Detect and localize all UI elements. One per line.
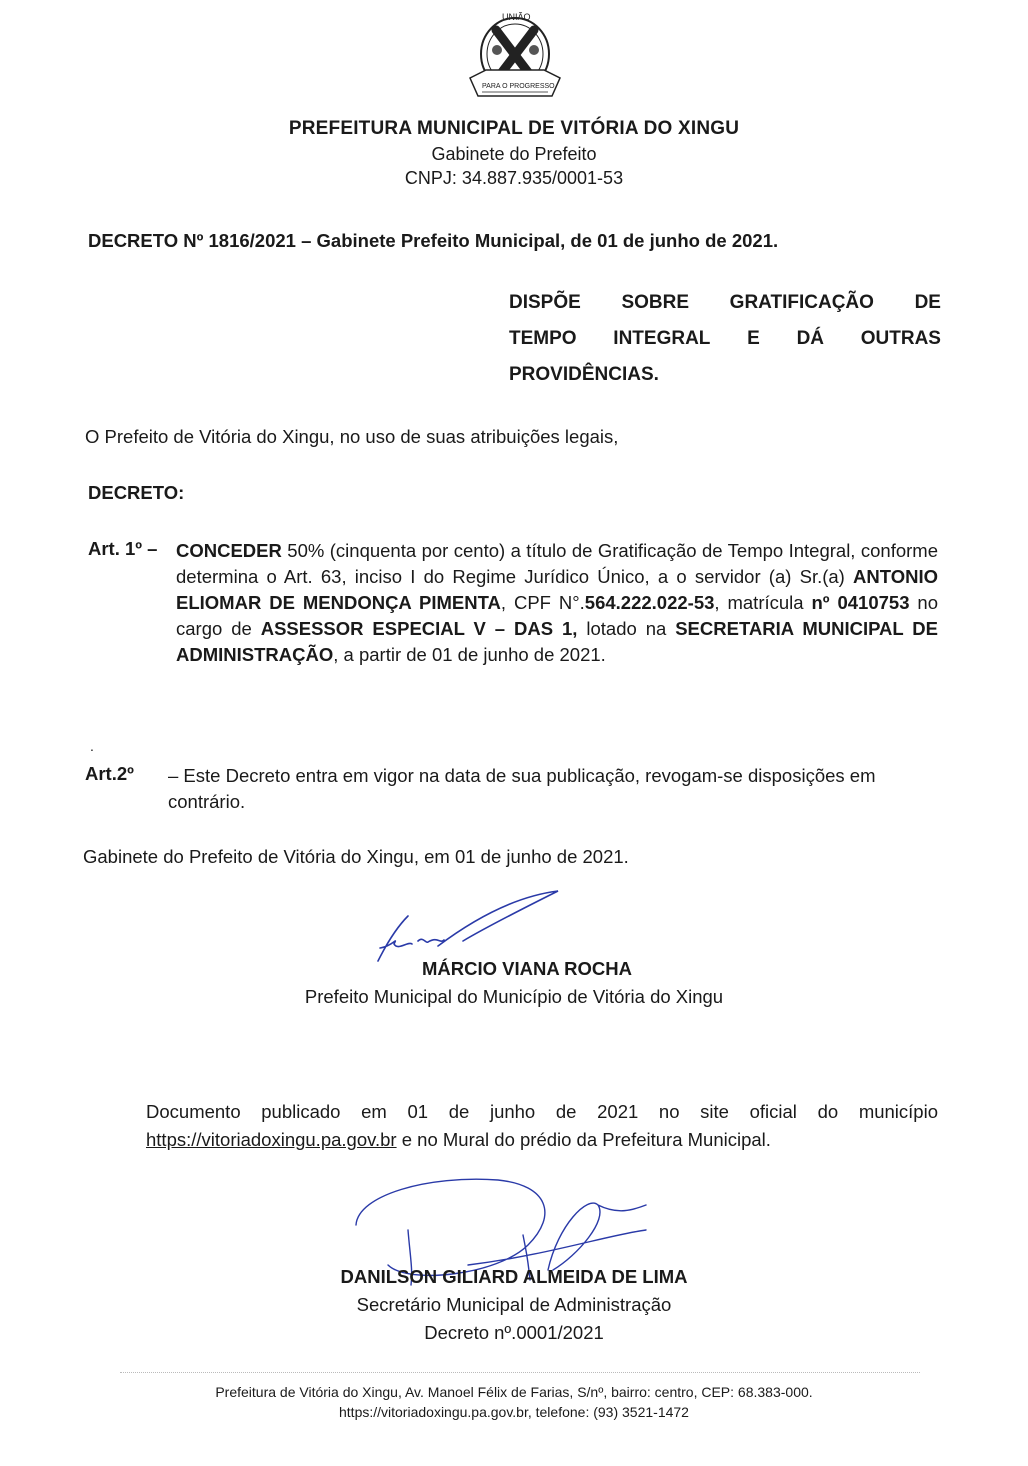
art1-verb: CONCEDER	[176, 540, 282, 561]
ementa-word: PROVIDÊNCIAS.	[509, 364, 659, 385]
secretary-role: Secretário Municipal de Administração	[356, 1294, 672, 1315]
footer-divider	[120, 1372, 920, 1373]
svg-text:PARA O PROGRESSO: PARA O PROGRESSO	[482, 83, 555, 90]
mayor-name: MÁRCIO VIANA ROCHA	[421, 958, 632, 979]
stray-dot: .	[90, 738, 94, 754]
servant-cpf: 564.222.022-53	[584, 592, 715, 613]
mayor-role: Prefeito Municipal do Município de Vitória do Xingu	[304, 986, 724, 1007]
art1-text: , matrícula	[714, 592, 812, 613]
ementa-word: TEMPO	[509, 328, 577, 349]
decreto-label: DECRETO:	[88, 482, 185, 503]
ementa-word: E	[747, 328, 760, 349]
decree-title: DECRETO Nº 1816/2021 – Gabinete Prefeito Municipal, de 01 de junho de 2021.	[88, 230, 779, 251]
ementa-word: DÁ	[796, 328, 825, 349]
servant-name: ANTONIO ELIOMAR DE MENDONÇA PIMENTA	[176, 566, 938, 613]
servant-matricula: nº 0410753	[811, 592, 910, 613]
ementa	[509, 285, 941, 393]
footer-address: Prefeitura de Vitória do Xingu, Av. Manoel Félix de Farias, S/nº, bairro: centro, CEP: 68.383-000.	[215, 1384, 813, 1400]
publication-text: Documento publicado em 01 de junho de 2021 no site oficial do município	[146, 1101, 938, 1122]
article-1-body	[176, 538, 938, 668]
ementa-word: SOBRE	[621, 292, 690, 313]
closing-line: Gabinete do Prefeito de Vitória do Xingu, em 01 de junho de 2021.	[83, 846, 629, 867]
publication-text: e no Mural do prédio da Prefeitura Municipal.	[396, 1129, 771, 1150]
publication-note	[146, 1098, 938, 1154]
ementa-word: DISPÕE	[509, 292, 581, 313]
website-link[interactable]: https://vitoriadoxingu.pa.gov.br	[146, 1129, 397, 1150]
svg-text:UNIÃO: UNIÃO	[502, 12, 531, 22]
secretary-name: DANILSON GILIARD ALMEIDA DE LIMA	[340, 1266, 688, 1287]
intro-paragraph: O Prefeito de Vitória do Xingu, no uso de suas atribuições legais,	[85, 426, 619, 447]
article-1-label: Art. 1º –	[88, 538, 158, 559]
art1-text: lotado na	[577, 618, 676, 639]
art1-text: no cargo de	[176, 592, 938, 639]
cnpj: CNPJ: 34.887.935/0001-53	[404, 168, 624, 188]
servant-cargo: ASSESSOR ESPECIAL V – DAS 1,	[260, 618, 578, 639]
office-name: Gabinete do Prefeito	[431, 144, 597, 164]
ementa-word: DE	[914, 292, 941, 313]
art1-text: 50% (cinquenta por cento) a título de Gratificação de Tempo Integral, conforme determina o Art. 63, inciso I do Regime Jurídico Único, a o servidor (a) Sr.(a)	[176, 540, 938, 587]
footer-contact: https://vitoriadoxingu.pa.gov.br, telefone: (93) 3521-1472	[339, 1404, 689, 1420]
art1-text: , CPF N°.	[500, 592, 585, 613]
article-2-body: – Este Decreto entra em vigor na data de sua publicação, revogam-se disposições em contrário.	[168, 765, 876, 812]
art1-text: , a partir de 01 de junho de 2021.	[333, 644, 606, 665]
ementa-word: INTEGRAL	[613, 328, 711, 349]
org-name: PREFEITURA MUNICIPAL DE VITÓRIA DO XINGU	[288, 118, 740, 139]
ementa-word: GRATIFICAÇÃO	[729, 292, 874, 313]
municipal-seal-icon	[462, 8, 568, 106]
secretary-decree: Decreto nº.0001/2021	[424, 1322, 604, 1343]
ementa-word: OUTRAS	[860, 328, 941, 349]
article-2-label: Art.2º	[85, 763, 134, 784]
servant-secretaria: SECRETARIA MUNICIPAL DE ADMINISTRAÇÃO	[176, 618, 939, 665]
